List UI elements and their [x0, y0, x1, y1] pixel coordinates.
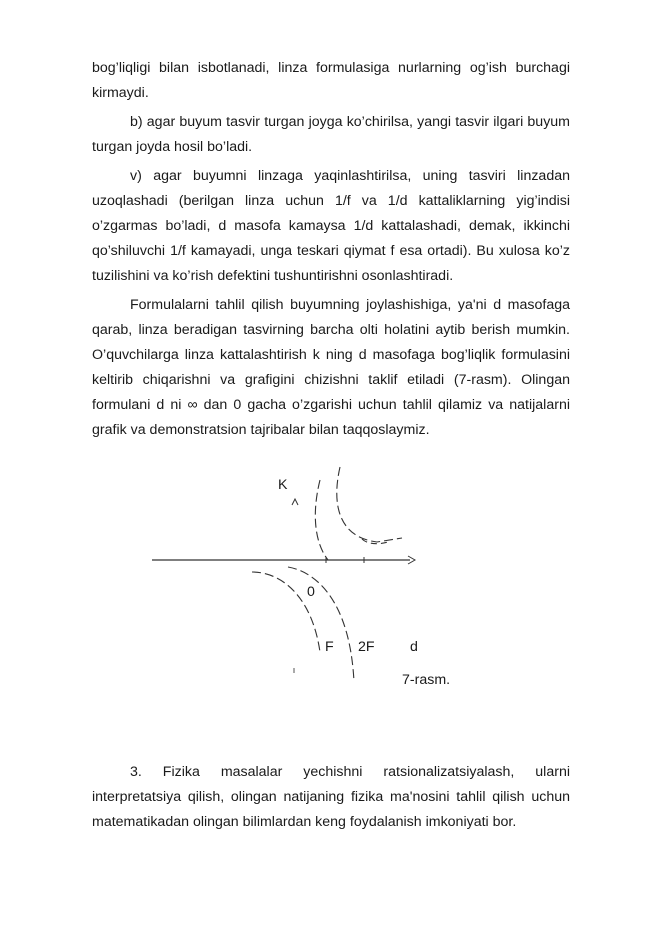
paragraph-continuation: bog’liqligi bilan isbotlanadi, linza formulasiga nurlarning og’ish burchagi kirmaydi.: [92, 60, 570, 101]
tick-f-label: F: [325, 639, 334, 655]
d-axis-label: d: [410, 639, 418, 655]
paragraph-b: b) agar buyum tasvir turgan joyga ko’chirilsa, yangi tasvir ilgari buyum turgan joyda hosil bo’ladi.: [92, 114, 570, 155]
paragraph-3: 3. Fizika masalalar yechishni ratsionalizatsiyalash, ularni interpretatsiya qilish, olingan natijaning fizika ma'nosini tahlil qilish uchun matematikadan olingan bilimlardan keng foydalanish imkoniyati bor.: [92, 764, 570, 830]
upper-curve-inner: [315, 480, 328, 560]
lower-curve-inner: [288, 567, 354, 682]
tick-2f-label: 2F: [358, 639, 375, 655]
figure-7: [92, 447, 570, 747]
upper-curve-outer: [337, 467, 402, 542]
origin-label: 0: [307, 584, 315, 600]
k-axis-label: K: [278, 477, 288, 493]
magnification-graph: [92, 447, 570, 747]
figure-caption: 7-rasm.: [402, 672, 451, 688]
document-page-bottom: [92, 760, 570, 839]
paragraph-v: v) agar buyumni linzaga yaqinlashtirilsa, uning tasviri linzadan uzoqlashadi (berilgan linza uchun 1/f va 1/d kattaliklarning yig’indisi o’zgarmas bo’ladi, d masofa kamaysa 1/d kattalashadi, demak, ikkinchi qo’shiluvchi 1/f kamayadi, unga teskari qiymat f esa ortadi). Bu xulosa ko’z tuzilishini va ko’rish defektini tushuntirishni osonlashtiradi.: [92, 168, 570, 284]
paragraph-formulas: Formulalarni tahlil qilish buyumning joylashishiga, ya'ni d masofaga qarab, linza beradigan tasvirning barcha olti holatini aytib berish mumkin. O’quvchilarga linza kattalashtirish k ning d masofaga bog’liqlik formulasini keltirib chiqarishni va grafigini chizishni taklif etiladi (7-rasm). Olingan formulani d ni ∞ dan 0 gacha o’zgarishi uchun tahlil qilamiz va natijalarni grafik va demonstratsion tajribalar bilan taqqoslaymiz.: [92, 297, 570, 438]
k-axis-arrowhead: [292, 499, 298, 505]
document-page: [92, 56, 570, 747]
